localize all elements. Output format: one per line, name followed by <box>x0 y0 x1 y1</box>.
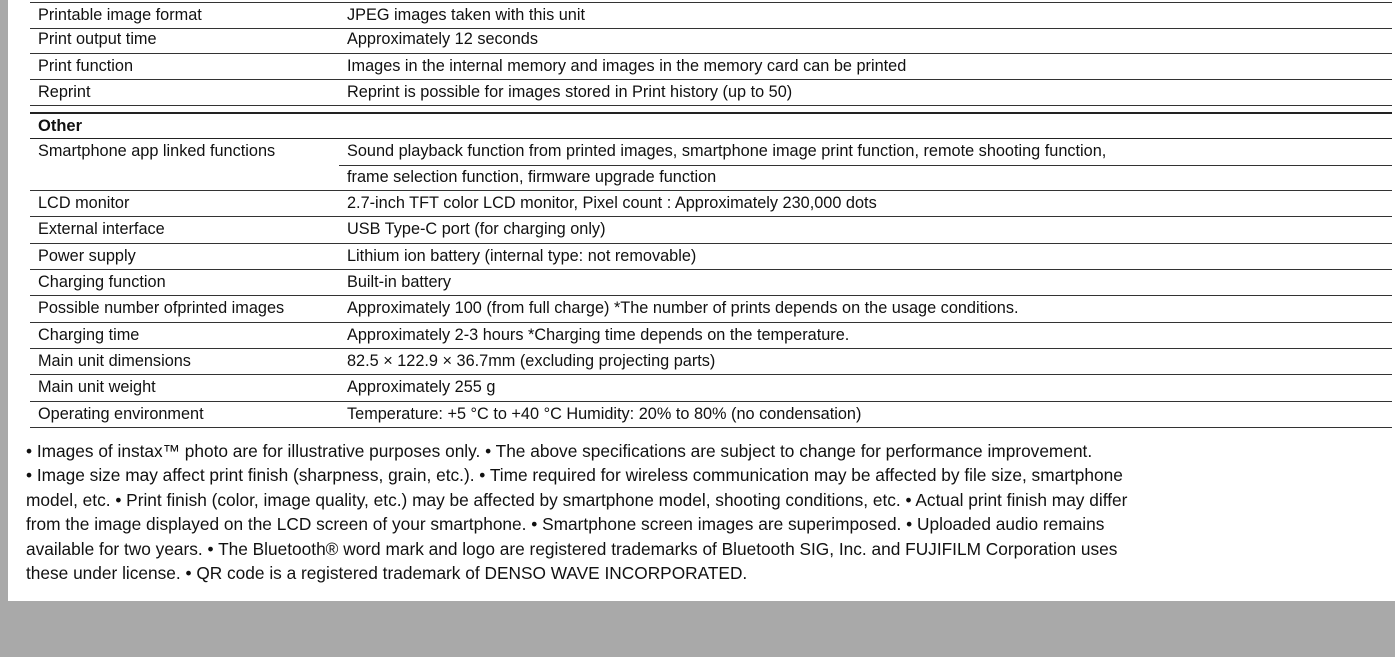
spec-value-line1: Sound playback function from printed images, smartphone image print function, remote shooting function, <box>347 142 1107 161</box>
spec-value: Lithium ion battery (internal type: not removable) <box>347 246 697 265</box>
section-heading-other <box>30 114 1392 139</box>
section-divider <box>30 106 1392 114</box>
spec-value: Approximately 2-3 hours *Charging time depends on the temperature. <box>347 325 850 344</box>
footnote-line: these under license. • QR code is a registered trademark of DENSO WAVE INCORPORATED. <box>26 563 748 584</box>
spec-value: Approximately 100 (from full charge) *The number of prints depends on the usage conditions. <box>347 299 1019 318</box>
spec-row-charging-function <box>30 270 1392 296</box>
spec-value: Images in the internal memory and images in the memory card can be printed <box>347 56 907 75</box>
section-title: Other <box>38 117 83 136</box>
spec-label: Smartphone app linked functions <box>38 142 276 161</box>
spec-sheet <box>8 0 1395 601</box>
spec-label: Possible number ofprinted images <box>38 299 285 318</box>
spec-value-line2: frame selection function, firmware upgrade function <box>347 168 717 187</box>
spec-row-dimensions <box>30 349 1392 375</box>
footnote-line: from the image displayed on the LCD screen of your smartphone. • Smartphone screen images are superimposed. • Uploaded audio remains <box>26 514 1105 535</box>
spec-row-power-supply <box>30 244 1392 270</box>
footnote-line: model, etc. • Print finish (color, image quality, etc.) may be affected by smartphone model, shooting conditions, etc. • Actual print finish may differ <box>26 489 1128 510</box>
spec-value: 82.5 × 122.9 × 36.7mm (excluding projecting parts) <box>347 351 716 370</box>
spec-value: JPEG images taken with this unit <box>347 6 585 24</box>
spec-row-print-output-time <box>30 27 1392 53</box>
spec-table <box>30 0 1392 428</box>
spec-value: Approximately 12 seconds <box>347 30 538 49</box>
spec-label: Charging function <box>38 273 166 292</box>
spec-value: Built-in battery <box>347 273 452 292</box>
footnote-line: • Image size may affect print finish (sharpness, grain, etc.). • Time required for wireless communication may be affected by file size, smartphone <box>26 465 1123 486</box>
spec-row-printable-format <box>30 2 1392 29</box>
spec-label: Main unit dimensions <box>38 351 191 370</box>
spec-label: Print function <box>38 56 134 75</box>
spec-row-possible-prints <box>30 296 1392 322</box>
footnotes <box>26 439 1395 585</box>
spec-value: 2.7-inch TFT color LCD monitor, Pixel count : Approximately 230,000 dots <box>347 194 877 213</box>
spec-label: External interface <box>38 220 165 239</box>
spec-label: LCD monitor <box>38 194 130 213</box>
spec-label: Print output time <box>38 30 157 49</box>
spec-label: Reprint <box>38 82 91 101</box>
footnote-line: • Images of instax™ photo are for illustrative purposes only. • The above specifications are subject to change for performance improvement. <box>26 441 1093 461</box>
spec-label: Charging time <box>38 325 140 344</box>
spec-value: Approximately 255 g <box>347 378 496 397</box>
spec-label: Main unit weight <box>38 378 156 397</box>
spec-row-charging-time <box>30 323 1392 349</box>
spec-value: Temperature: +5 °C to +40 °C Humidity: 20% to 80% (no condensation) <box>347 404 862 423</box>
spec-row-reprint <box>30 80 1392 106</box>
spec-label: Operating environment <box>38 404 204 423</box>
spec-row-lcd-monitor <box>30 191 1392 217</box>
spec-row-external-interface <box>30 217 1392 243</box>
spec-row-smartphone-functions <box>30 139 1392 191</box>
spec-value: USB Type-C port (for charging only) <box>347 220 606 239</box>
footnote-line: available for two years. • The Bluetooth® word mark and logo are registered trademarks of Bluetooth SIG, Inc. and FUJIFILM Corporation uses <box>26 538 1118 559</box>
spec-value: Reprint is possible for images stored in Print history (up to 50) <box>347 82 793 101</box>
spec-label: Printable image format <box>38 6 202 24</box>
spec-row-weight <box>30 375 1392 401</box>
spec-label: Power supply <box>38 246 136 265</box>
spec-row-print-function <box>30 54 1392 80</box>
spec-row-operating-environment <box>30 402 1392 428</box>
